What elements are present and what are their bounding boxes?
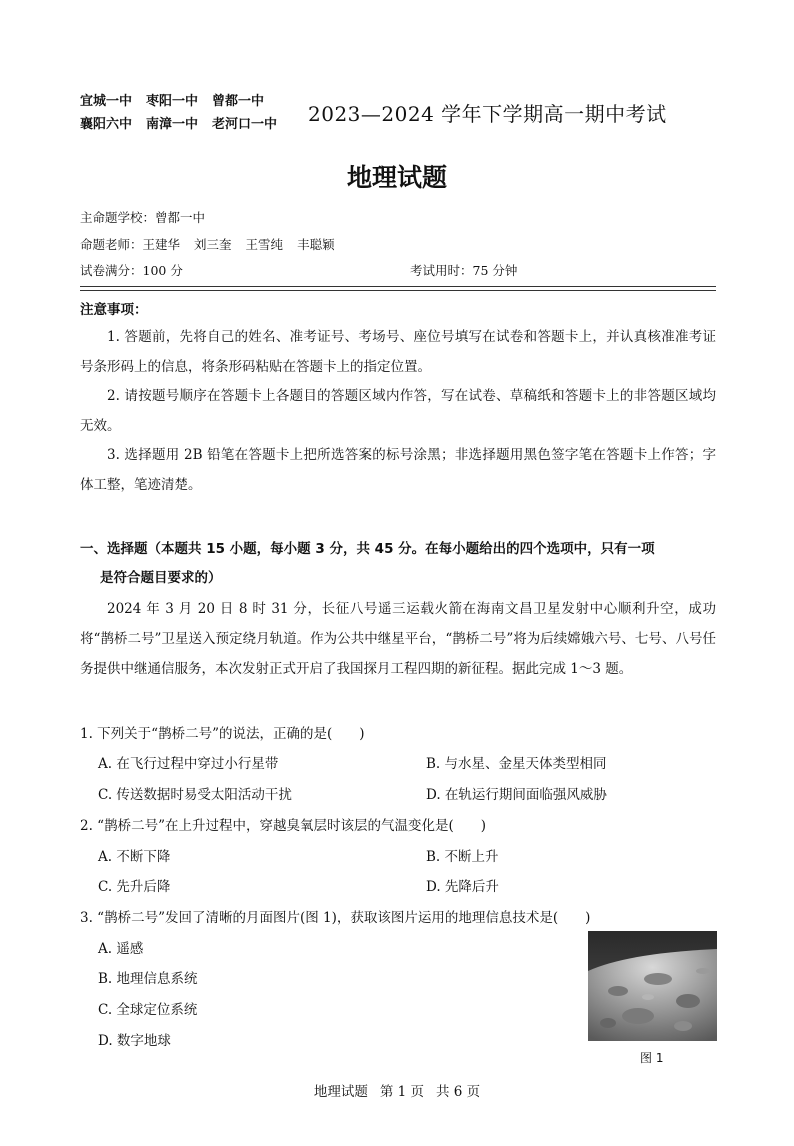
note-item-1: 1. 答题前，先将自己的姓名、准考证号、考场号、座位号填写在试卷和答题卡上，并认真核准准考证号条形码上的信息，将条形码粘贴在答题卡上的指定位置。 — [80, 329, 716, 375]
q1-option-c[interactable]: C. 传送数据时易受太阳活动干扰 — [98, 787, 292, 803]
school-name: 宜城一中 — [80, 94, 133, 109]
exam-title: 2023—2024 学年下学期高一期中考试 — [308, 102, 667, 126]
question-2-stem: 2. “鹊桥二号”在上升过程中，穿越臭氧层时该层的气温变化是( ) — [80, 818, 487, 834]
q3-option-b[interactable]: B. 地理信息系统 — [98, 971, 198, 987]
section-heading — [80, 535, 720, 593]
section-heading-line: 是符合题目要求的） — [100, 570, 222, 586]
school-name: 枣阳一中 — [146, 94, 199, 109]
teacher-name: 王建华 — [142, 237, 181, 252]
header-divider-top — [80, 286, 716, 287]
moon-surface-image — [588, 931, 717, 1041]
question-1-stem: 1. 下列关于“鹊桥二号”的说法，正确的是( ) — [80, 726, 365, 742]
school-name: 南漳一中 — [146, 117, 199, 132]
reading-passage: 2024 年 3 月 20 日 8 时 31 分，长征八号遥三运载火箭在海南文昌卫星发射中心顺利升空，成功将“鹊桥二号”卫星送入预定绕月轨道。作为公共中继星平台，“鹊桥二号”将为后续嫦娥六号、七号、八号任务提供中继通信服务，本次发射正式开启了我国探月工程四期的新征程。据此完成 1～3 题。 — [80, 601, 716, 677]
teacher-name: 丰聪颖 — [297, 237, 335, 252]
q2-option-b[interactable]: B. 不断上升 — [426, 849, 499, 865]
q3-option-d[interactable]: D. 数字地球 — [98, 1033, 171, 1049]
moon-surface-graphic — [588, 931, 717, 1041]
subject-title: 地理试题 — [346, 163, 447, 192]
teacher-label: 命题老师： — [80, 237, 143, 252]
section-heading-line: 一、选择题（本题共 15 小题，每小题 3 分，共 45 分。在每小题给出的四个选项中，只有一项 — [80, 541, 655, 557]
figure-caption: 图 1 — [640, 1051, 664, 1065]
notes-heading: 注意事项： — [80, 302, 148, 318]
q1-option-b[interactable]: B. 与水星、金星天体类型相同 — [426, 756, 607, 772]
q2-option-c[interactable]: C. 先升后降 — [98, 879, 171, 895]
teacher-list — [80, 235, 335, 253]
footer-total-pages: 共 6 页 — [436, 1084, 481, 1100]
q3-option-c[interactable]: C. 全球定位系统 — [98, 1002, 198, 1018]
school-name: 曾都一中 — [212, 94, 265, 109]
school-row-2 — [80, 113, 291, 136]
exam-time: 考试用时：75 分钟 — [410, 263, 518, 278]
header-divider-bottom — [80, 290, 716, 291]
q3-option-a[interactable]: A. 遥感 — [98, 941, 144, 957]
note-item-3: 3. 选择题用 2B 铅笔在答题卡上把所选答案的标号涂黑；非选择题用黑色签字笔在答题卡上作答；字体工整，笔迹清楚。 — [80, 447, 716, 493]
footer-page-number: 第 1 页 — [379, 1084, 424, 1100]
page-footer — [0, 1080, 794, 1100]
proposing-school: 主命题学校：曾都一中 — [80, 210, 206, 225]
full-score: 试卷满分：100 分 — [80, 263, 183, 278]
q1-option-a[interactable]: A. 在飞行过程中穿过小行星带 — [98, 756, 279, 772]
note-item-2: 2. 请按题号顺序在答题卡上各题目的答题区域内作答，写在试卷、草稿纸和答题卡上的非答题区域均无效。 — [80, 388, 716, 434]
school-name: 老河口一中 — [212, 117, 278, 132]
school-list — [80, 90, 291, 136]
teacher-name: 刘三奎 — [194, 237, 232, 252]
q2-option-d[interactable]: D. 先降后升 — [426, 879, 499, 895]
school-name: 襄阳六中 — [80, 117, 133, 132]
school-row-1 — [80, 90, 291, 113]
teacher-name: 王雪纯 — [245, 237, 284, 252]
question-3-stem: 3. “鹊桥二号”发回了清晰的月面图片(图 1)，获取该图片运用的地理信息技术是( ) — [80, 910, 591, 926]
q2-option-a[interactable]: A. 不断下降 — [98, 849, 171, 865]
q1-option-d[interactable]: D. 在轨运行期间面临强风威胁 — [426, 787, 607, 803]
footer-subject: 地理试题 — [313, 1084, 368, 1100]
